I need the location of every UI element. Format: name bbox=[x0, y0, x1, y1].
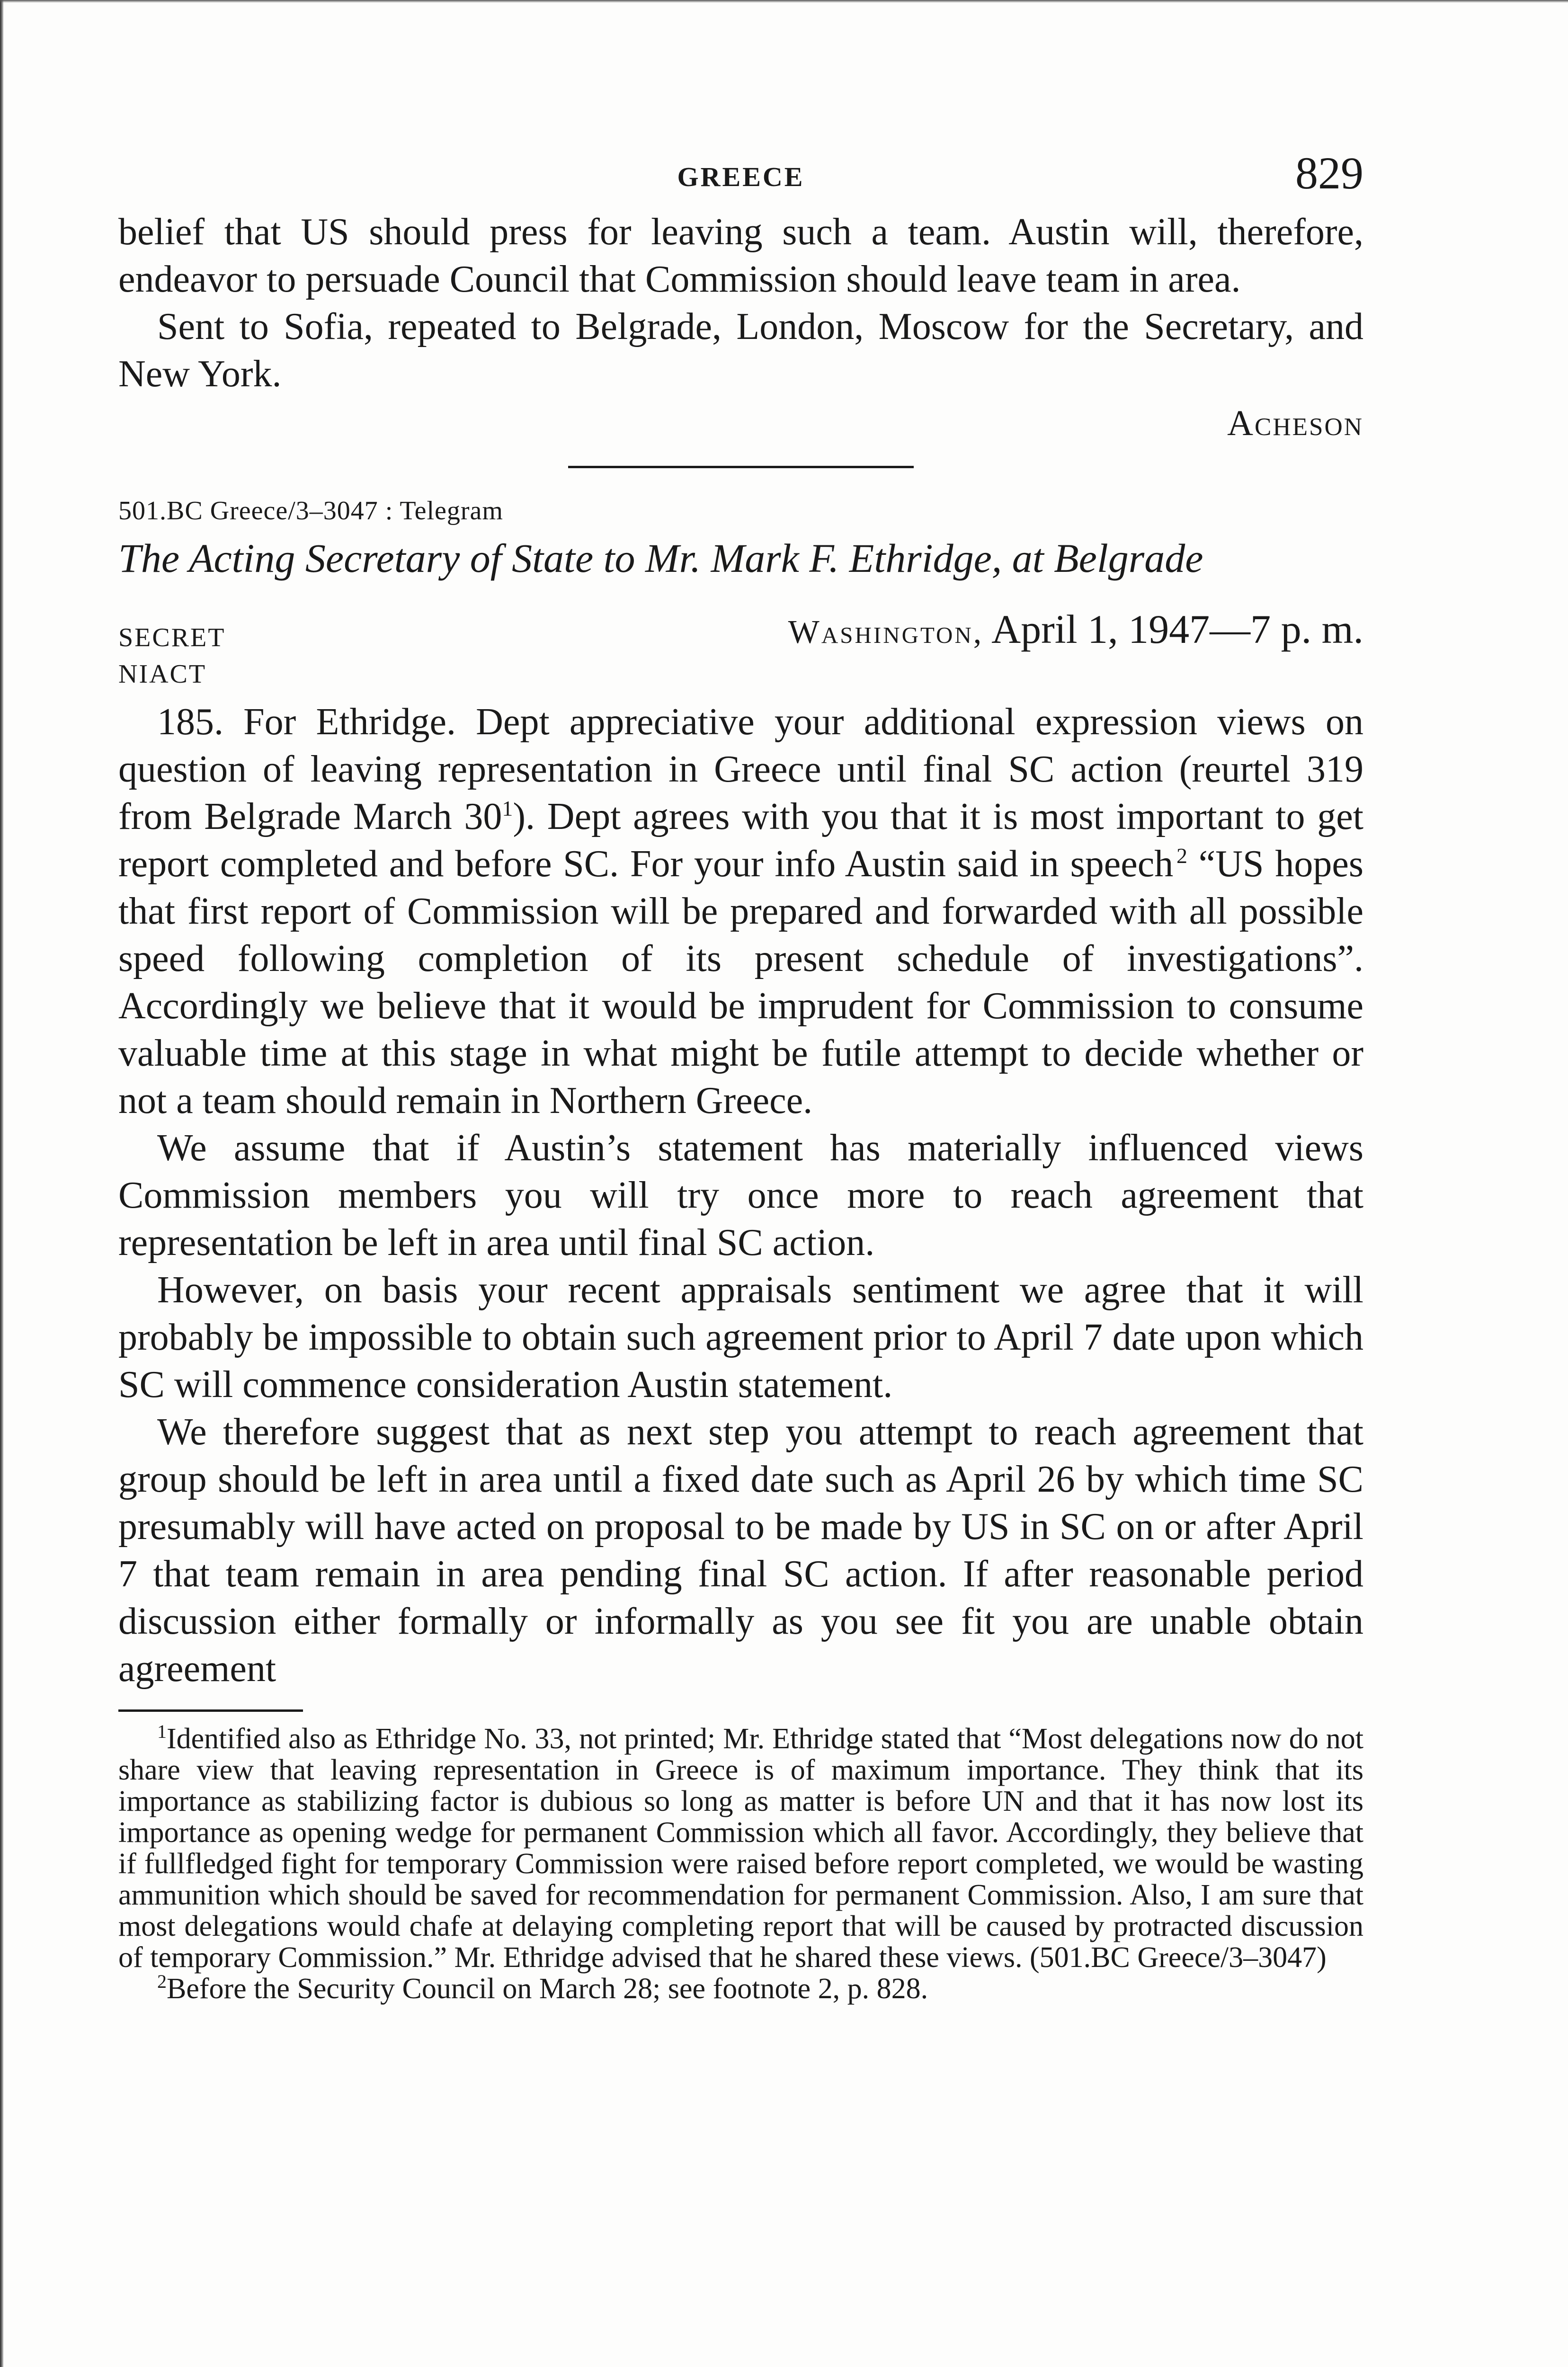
distribution-paragraph: Sent to Sofia, repeated to Belgrade, London, Moscow for the Secretary, and New York. bbox=[118, 306, 1363, 395]
page-number: 829 bbox=[1295, 148, 1363, 198]
dateline bbox=[118, 605, 1363, 653]
body-paragraph-1-part2: ). Dept agrees with you that it is most important to get report completed and before SC. For your info Austin said in speech bbox=[118, 796, 1364, 885]
footnote-1 bbox=[118, 1723, 1363, 1973]
body-paragraph-4: We therefore suggest that as next step you attempt to reach agreement that group should be left in area until a fixed date such as April 26 by which time SC presumably will have acted on proposal to be made by US in SC on or after April 7 that team remain in area pending final SC action. If after reasonable period discussion either formally or informally as you see fit you are unable obtain agreement bbox=[118, 1411, 1363, 1690]
file-reference: 501.BC Greece/3–3047 : Telegram bbox=[118, 496, 503, 525]
document-title: The Acting Secretary of State to Mr. Mark F. Ethridge, at Belgrade bbox=[118, 535, 1203, 581]
footnote-ref-2: 2 bbox=[1176, 844, 1187, 868]
page-header bbox=[118, 142, 1363, 208]
running-head: GREECE bbox=[677, 161, 805, 192]
body-paragraph-1-part1: 185. For Ethridge. Dept appreciative your additional expression views on question of leaving representation in Greece until final SC action (reurtel 319 from Belgrade March 30 bbox=[118, 701, 1363, 837]
footnote-2 bbox=[118, 1973, 1363, 2004]
classification-label: SECRET bbox=[118, 623, 226, 652]
footnote-marker-1: 1 bbox=[157, 1721, 167, 1742]
section-divider bbox=[568, 466, 914, 468]
dateline-place: Washington, bbox=[788, 614, 984, 650]
signature-name: Acheson bbox=[1227, 403, 1363, 443]
priority-label: NIACT bbox=[118, 659, 207, 689]
body-paragraph-1 bbox=[118, 698, 1363, 1124]
scan-edge bbox=[0, 0, 4, 2367]
footnote-2-text: Before the Security Council on March 28; see footnote 2, p. 828. bbox=[167, 1973, 928, 2005]
body-paragraph-2: We assume that if Austin’s statement has materially influenced views Commission members you will try once more to reach agreement that representation be left in area until final SC action. bbox=[118, 1127, 1363, 1264]
continuation-paragraph: belief that US should press for leaving such a team. Austin will, therefore, endeavor to persuade Council that Commission should leave team in area. bbox=[118, 211, 1363, 300]
footnote-marker-2: 2 bbox=[157, 1971, 167, 1992]
dateline-date: April 1, 1947—7 p. m. bbox=[991, 606, 1363, 652]
footnote-1-text: Identified also as Ethridge No. 33, not printed; Mr. Ethridge stated that “Most delegations now do not share view that leaving representation in Greece is of maximum importance. They think that its importance as stabilizing factor is dubious so long as matter is before UN and that it has now lost its importance as opening wedge for permanent Commission which all favor. Accordingly, they believe that if fullfledged fight for temporary Commission were raised before report completed, we would be wasting ammunition which should be saved for recommendation for permanent Commission. Also, I am sure that most delegations would chafe at delaying completing report that will be caused by protracted discussion of temporary Commission.” Mr. Ethridge advised that he shared these views. (501.BC Greece/3–3047) bbox=[118, 1723, 1363, 1974]
page-content bbox=[118, 142, 1363, 2004]
footnote-ref-1: 1 bbox=[502, 796, 513, 820]
body-paragraph-1-part3: “US hopes that first report of Commission will be prepared and forwarded with all possible speed following completion of its present schedule of investigations”. Accordingly we believe that it would be imprudent for Commission to consume valuable time at this stage in what might be futile attempt to decide whether or not a team should remain in Northern Greece. bbox=[118, 843, 1363, 1121]
scan-edge-top bbox=[0, 0, 1568, 3]
footnote-divider bbox=[118, 1709, 303, 1712]
place-date bbox=[788, 605, 1363, 653]
signature bbox=[118, 400, 1363, 447]
body-paragraph-3: However, on basis your recent appraisals sentiment we agree that it will probably be impossible to obtain such agreement prior to April 7 date upon which SC will commence consideration Austin statement. bbox=[118, 1269, 1363, 1406]
